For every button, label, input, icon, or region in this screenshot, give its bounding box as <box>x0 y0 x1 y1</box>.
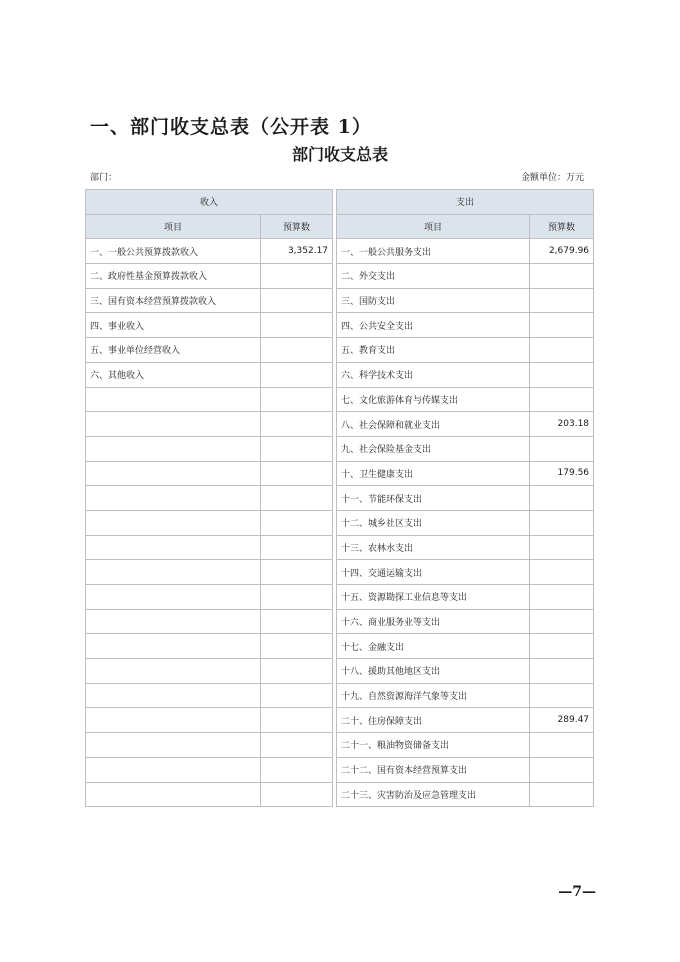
income-value-cell <box>261 659 333 684</box>
income-item-cell: 四、事业收入 <box>86 313 261 338</box>
income-item-cell <box>86 708 261 733</box>
expense-value-cell: 289.47 <box>530 708 594 733</box>
table-row <box>86 239 594 264</box>
expense-item-cell: 十四、交通运输支出 <box>337 560 530 585</box>
expense-value-cell <box>530 609 594 634</box>
expense-header: 支出 <box>337 190 594 215</box>
income-value-cell <box>261 288 333 313</box>
expense-item-cell: 四、公共安全支出 <box>337 313 530 338</box>
table-title: 部门收支总表 <box>291 145 388 164</box>
income-value-cell <box>261 683 333 708</box>
expense-item-cell: 十五、资源勘探工业信息等支出 <box>337 585 530 610</box>
income-value-cell <box>261 757 333 782</box>
expense-item-cell: 十九、自然资源海洋气象等支出 <box>337 683 530 708</box>
table-row <box>86 387 594 412</box>
income-value-cell <box>261 412 333 437</box>
income-value-cell <box>261 461 333 486</box>
expense-value-cell <box>530 585 594 610</box>
income-item-cell: 一、一般公共预算拨款收入 <box>86 239 261 264</box>
unit-label: 金额单位：万元 <box>520 173 584 183</box>
table-row <box>86 708 594 733</box>
table-row <box>86 535 594 560</box>
expense-item-cell: 一、一般公共服务支出 <box>337 239 530 264</box>
table-row <box>86 585 594 610</box>
section-title: 一、部门收支总表（公开表 1） <box>90 116 372 138</box>
table-group-header-row <box>86 190 594 215</box>
income-value-cell <box>261 585 333 610</box>
table-row <box>86 733 594 758</box>
expense-item-cell: 十、卫生健康支出 <box>337 461 530 486</box>
income-budget-header: 预算数 <box>261 214 333 239</box>
income-item-cell: 五、事业单位经营收入 <box>86 338 261 363</box>
income-item-cell <box>86 510 261 535</box>
income-item-header: 项目 <box>86 214 261 239</box>
table-row <box>86 412 594 437</box>
table-row <box>86 659 594 684</box>
income-value-cell <box>261 782 333 807</box>
table-column-header-row <box>86 214 594 239</box>
expense-value-cell: 203.18 <box>530 412 594 437</box>
expense-item-cell: 八、社会保障和就业支出 <box>337 412 530 437</box>
table-row <box>86 338 594 363</box>
income-item-cell <box>86 436 261 461</box>
expense-value-cell <box>530 486 594 511</box>
income-item-cell <box>86 757 261 782</box>
income-value-cell <box>261 733 333 758</box>
table-row <box>86 683 594 708</box>
expense-item-cell: 二十二、国有资本经营预算支出 <box>337 757 530 782</box>
income-expense-table <box>85 189 594 807</box>
expense-item-cell: 七、文化旅游体育与传媒支出 <box>337 387 530 412</box>
income-item-cell <box>86 412 261 437</box>
expense-budget-header: 预算数 <box>530 214 594 239</box>
income-value-cell <box>261 362 333 387</box>
expense-item-cell: 二十三、灾害防治及应急管理支出 <box>337 782 530 807</box>
expense-value-cell <box>530 659 594 684</box>
expense-item-cell: 十七、金融支出 <box>337 634 530 659</box>
expense-value-cell <box>530 387 594 412</box>
expense-value-cell: 2,679.96 <box>530 239 594 264</box>
expense-item-cell: 九、社会保险基金支出 <box>337 436 530 461</box>
income-item-cell <box>86 560 261 585</box>
table-row <box>86 313 594 338</box>
table-row <box>86 560 594 585</box>
income-value-cell <box>261 634 333 659</box>
expense-item-cell: 十二、城乡社区支出 <box>337 510 530 535</box>
expense-value-cell <box>530 634 594 659</box>
expense-value-cell <box>530 264 594 289</box>
income-item-cell: 六、其他收入 <box>86 362 261 387</box>
table-row <box>86 486 594 511</box>
expense-value-cell <box>530 313 594 338</box>
income-item-cell <box>86 683 261 708</box>
income-value-cell <box>261 338 333 363</box>
income-value-cell <box>261 708 333 733</box>
income-value-cell <box>261 313 333 338</box>
table-row <box>86 264 594 289</box>
income-item-cell <box>86 387 261 412</box>
table-row <box>86 288 594 313</box>
expense-value-cell <box>530 338 594 363</box>
income-value-cell <box>261 436 333 461</box>
table-row <box>86 609 594 634</box>
income-value-cell <box>261 560 333 585</box>
income-item-cell <box>86 782 261 807</box>
expense-item-header: 项目 <box>337 214 530 239</box>
income-item-cell <box>86 634 261 659</box>
table-row <box>86 782 594 807</box>
table-row <box>86 436 594 461</box>
expense-value-cell <box>530 362 594 387</box>
expense-item-cell: 三、国防支出 <box>337 288 530 313</box>
expense-value-cell <box>530 288 594 313</box>
table-row <box>86 757 594 782</box>
income-item-cell <box>86 609 261 634</box>
income-value-cell: 3,352.17 <box>261 239 333 264</box>
income-value-cell <box>261 535 333 560</box>
table-row <box>86 461 594 486</box>
expense-value-cell <box>530 436 594 461</box>
expense-item-cell: 十三、农林水支出 <box>337 535 530 560</box>
income-item-cell <box>86 486 261 511</box>
table-row <box>86 634 594 659</box>
expense-value-cell <box>530 510 594 535</box>
income-value-cell <box>261 387 333 412</box>
table-row <box>86 362 594 387</box>
expense-value-cell <box>530 683 594 708</box>
income-item-cell <box>86 461 261 486</box>
income-item-cell <box>86 733 261 758</box>
expense-value-cell <box>530 757 594 782</box>
table-row <box>86 510 594 535</box>
expense-value-cell <box>530 782 594 807</box>
income-item-cell: 三、国有资本经营预算拨款收入 <box>86 288 261 313</box>
expense-value-cell <box>530 733 594 758</box>
expense-item-cell: 十六、商业服务业等支出 <box>337 609 530 634</box>
expense-item-cell: 十八、援助其他地区支出 <box>337 659 530 684</box>
page-number: —7— <box>558 884 596 900</box>
income-item-cell <box>86 585 261 610</box>
expense-item-cell: 十一、节能环保支出 <box>337 486 530 511</box>
department-label: 部门： <box>90 173 118 183</box>
income-value-cell <box>261 486 333 511</box>
income-item-cell <box>86 535 261 560</box>
expense-item-cell: 二十一、粮油物资储备支出 <box>337 733 530 758</box>
expense-item-cell: 二十、住房保障支出 <box>337 708 530 733</box>
income-value-cell <box>261 510 333 535</box>
income-item-cell <box>86 659 261 684</box>
expense-item-cell: 五、教育支出 <box>337 338 530 363</box>
expense-value-cell <box>530 560 594 585</box>
expense-item-cell: 六、科学技术支出 <box>337 362 530 387</box>
expense-item-cell: 二、外交支出 <box>337 264 530 289</box>
expense-value-cell: 179.56 <box>530 461 594 486</box>
income-item-cell: 二、政府性基金预算拨款收入 <box>86 264 261 289</box>
expense-value-cell <box>530 535 594 560</box>
income-value-cell <box>261 609 333 634</box>
income-header: 收入 <box>86 190 333 215</box>
income-value-cell <box>261 264 333 289</box>
